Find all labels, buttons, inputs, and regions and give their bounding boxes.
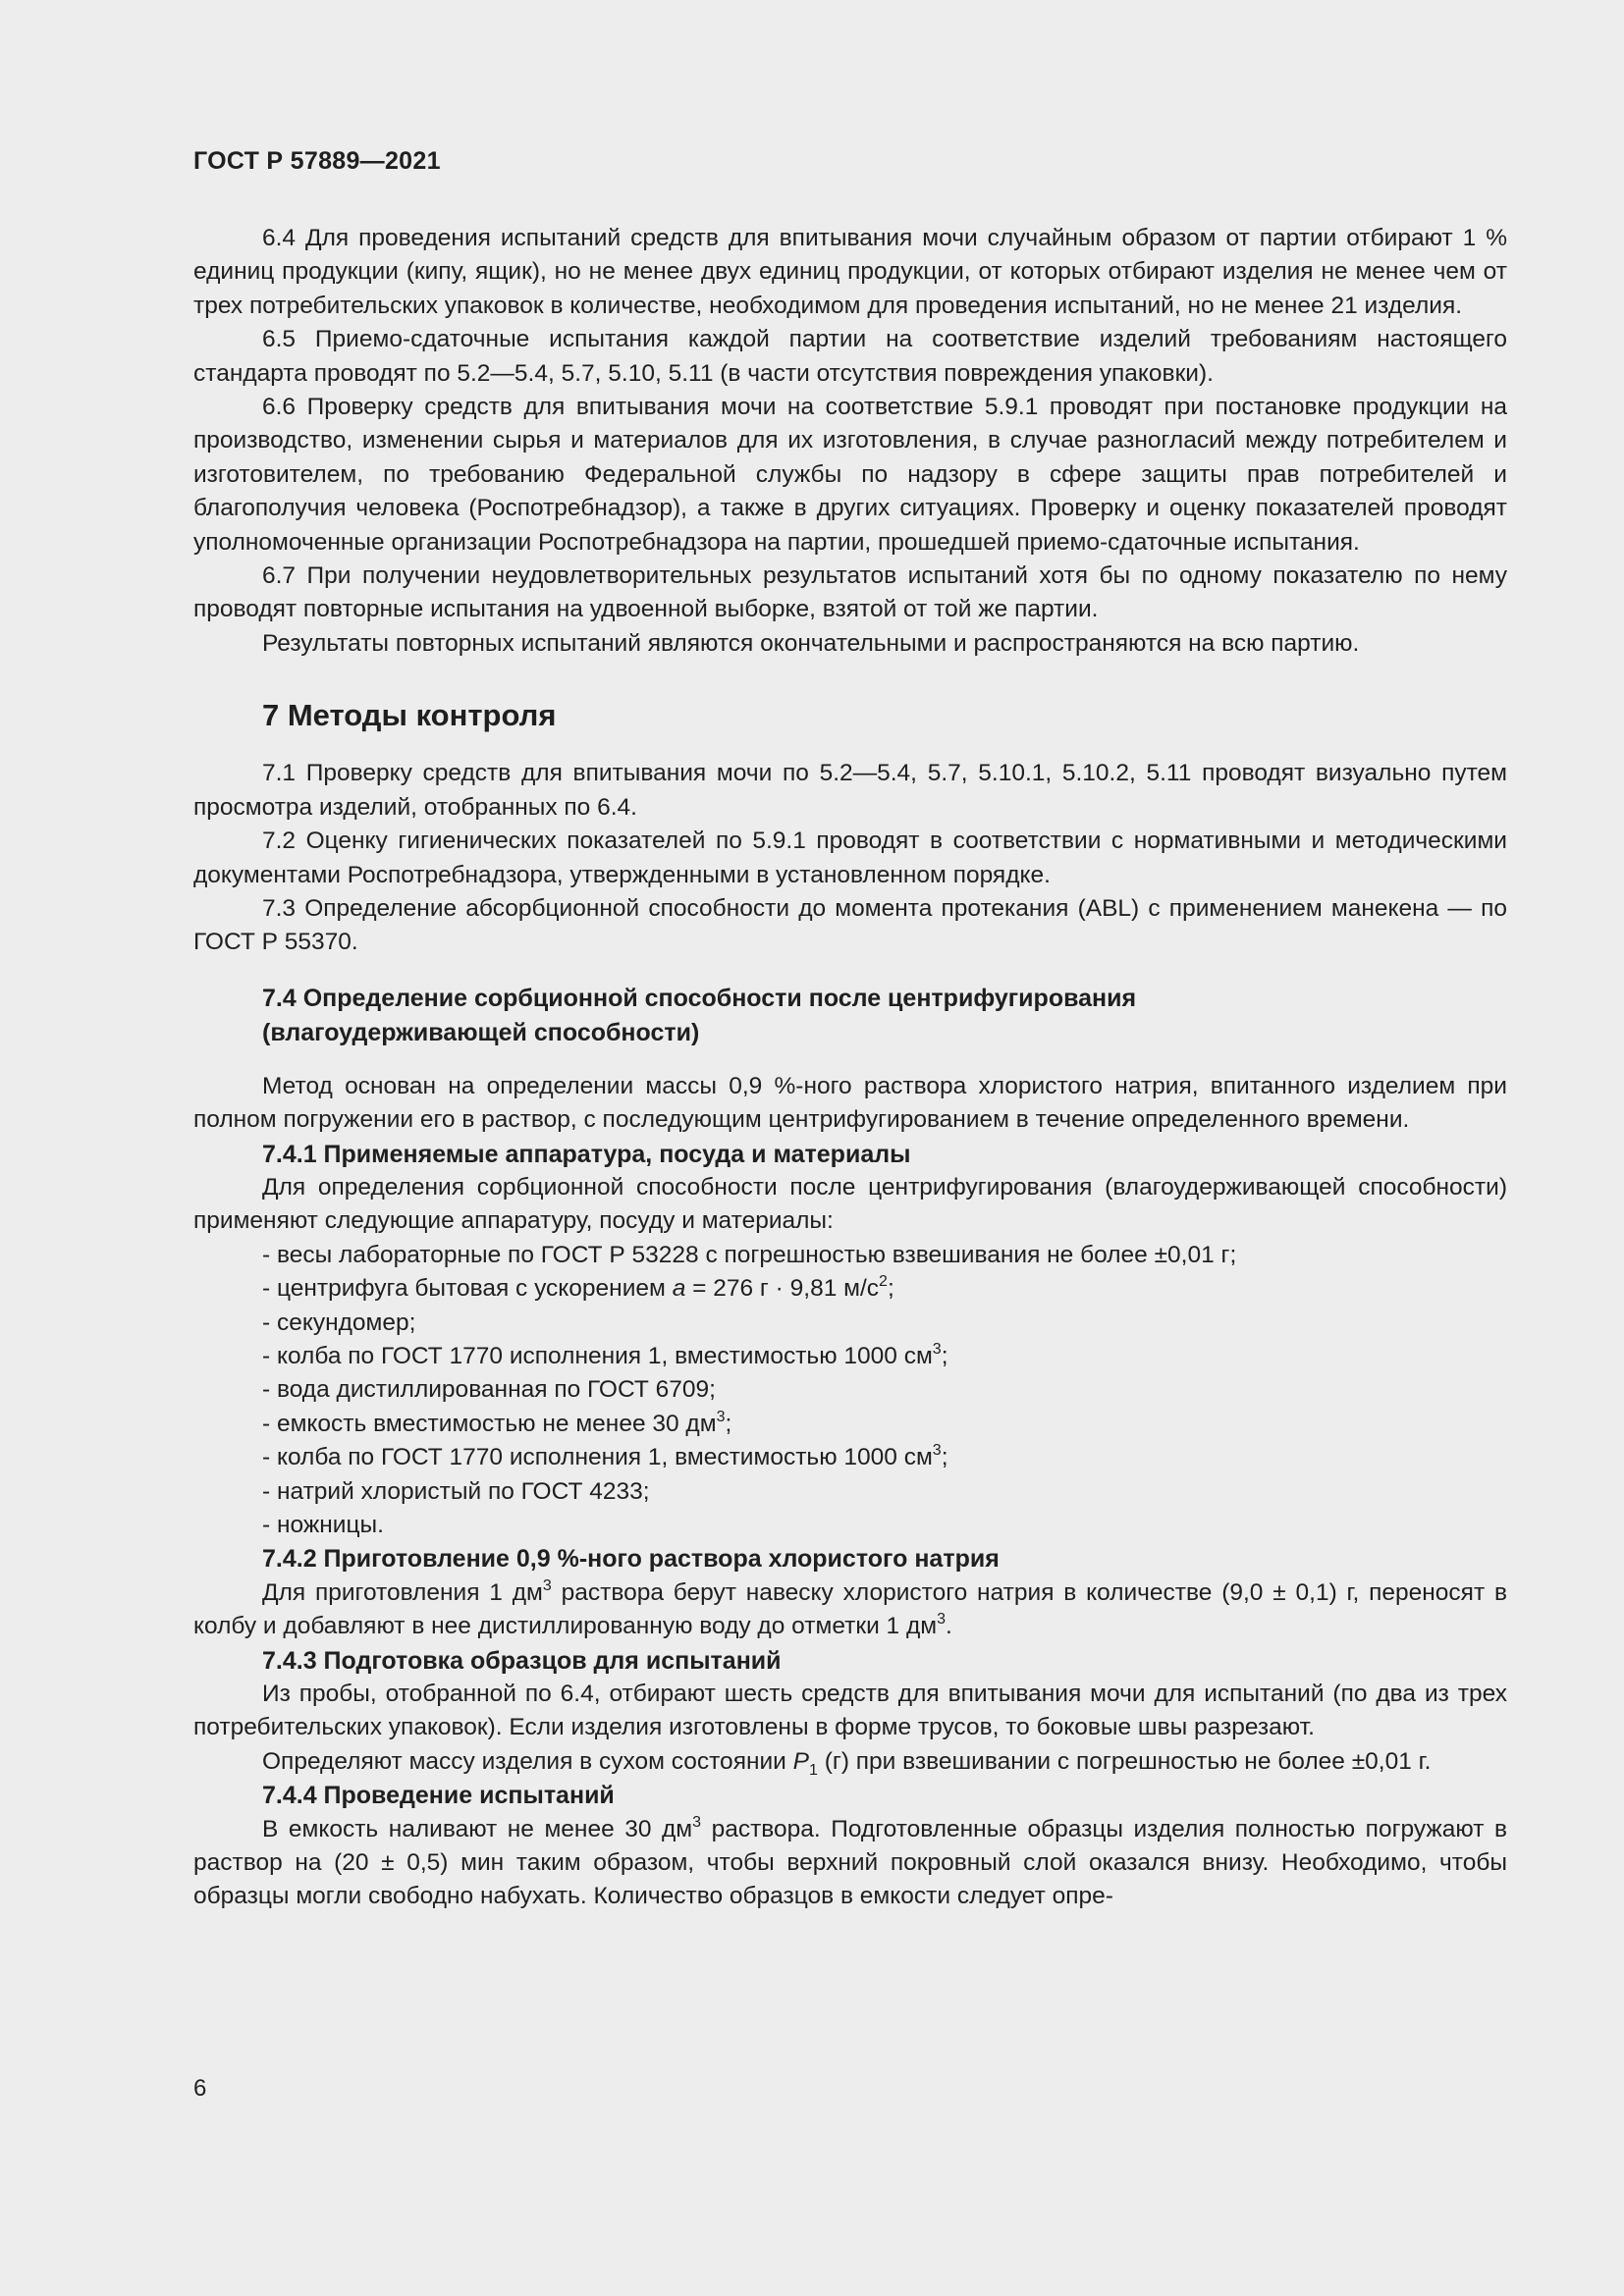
paragraph-text: (г) при взвешивании с погрешностью не более ±0,01 г. bbox=[817, 1747, 1432, 1775]
variable-p: P bbox=[792, 1747, 810, 1775]
list-item-text: - колба по ГОСТ 1770 исполнения 1, вместимостью 1000 см bbox=[262, 1444, 933, 1471]
subsection-7-4-1-heading: 7.4.1 Применяемые аппаратура, посуда и материалы bbox=[262, 1140, 911, 1168]
list-item bbox=[193, 1340, 1507, 1373]
subsection-7-4-3-heading: 7.4.3 Подготовка образцов для испытаний bbox=[262, 1646, 782, 1675]
list-item: - натрий хлористый по ГОСТ 4233; bbox=[262, 1477, 650, 1505]
superscript: 3 bbox=[937, 1611, 947, 1629]
variable-a: a bbox=[672, 1275, 686, 1303]
paragraph-text: Для приготовления 1 дм bbox=[262, 1578, 543, 1606]
paragraph-6-6: 6.6 Проверку средств для впитывания мочи на соответствие 5.9.1 проводят при постановке продукции на производство, изменении сырья и материалов для их изготовления, в случае разногласий между потребителем и изготовителем, по требованию Федеральной службы по надзору в сфере защиты прав потребителей и благополучия человека (Роспотребнадзор), а также в других ситуациях. Проверку и оценку показателей проводят уполномоченные организации Роспотребнадзора на партии, прошедшей приемо-сдаточные испытания. bbox=[193, 394, 1507, 556]
subscript: 1 bbox=[809, 1761, 818, 1779]
paragraph-text: раствора. Подготовленные образцы изделия полностью погружают в раствор на (20 ± 0,5) мин таким образом, чтобы верхний покровный слой оказался внизу. Необходимо, чтобы образцы могли свободно набухать. Количество образцов в емкости следует опре- bbox=[193, 1815, 1507, 1910]
paragraph-7-4-4 bbox=[193, 1813, 1507, 1914]
superscript: 2 bbox=[879, 1273, 888, 1291]
list-item-text: - емкость вместимостью не менее 30 дм bbox=[262, 1410, 717, 1437]
equipment-list bbox=[193, 1239, 1507, 1543]
subsection-7-4-heading-line2: (влагоудерживающей способности) bbox=[262, 1018, 700, 1046]
paragraph-6-7-result: Результаты повторных испытаний являются окончательными и распространяются на всю партию. bbox=[262, 629, 1360, 657]
list-item bbox=[193, 1441, 1507, 1474]
superscript: 3 bbox=[542, 1576, 552, 1594]
paragraph-6-7: 6.7 При получении неудовлетворительных результатов испытаний хотя бы по одному показателю по нему проводят повторные испытания на удвоенной выборке, взятой от той же партии. bbox=[193, 562, 1507, 623]
paragraph-7-3: 7.3 Определение абсорбционной способности до момента протекания (ABL) с применением манекена — по ГОСТ Р 55370. bbox=[193, 894, 1507, 956]
list-item: - ножницы. bbox=[262, 1512, 384, 1538]
page-number: 6 bbox=[193, 2075, 207, 2102]
list-item: - вода дистиллированная по ГОСТ 6709; bbox=[262, 1376, 716, 1404]
document-header: ГОСТ Р 57889—2021 bbox=[193, 147, 441, 175]
subsection-7-4-4-heading: 7.4.4 Проведение испытаний bbox=[262, 1782, 615, 1810]
list-item-text: ; bbox=[941, 1444, 948, 1471]
list-item-text: ; bbox=[725, 1410, 732, 1437]
paragraph-text: Определяют массу изделия в сухом состоянии bbox=[262, 1747, 793, 1775]
paragraph-7-4: Метод основан на определении массы 0,9 %-ного раствора хлористого натрия, впитанного изделием при полном погружении его в раствор, с последующим центрифугированием в течение определенного времени. bbox=[193, 1072, 1507, 1134]
list-item-text: ; bbox=[887, 1275, 894, 1303]
list-item-text: ; bbox=[941, 1342, 948, 1369]
subsection-7-4-heading-line1: 7.4 Определение сорбционной способности после центрифугирования bbox=[262, 984, 1137, 1012]
section-7-heading: 7 Методы контроля bbox=[262, 698, 557, 733]
paragraph-6-4: 6.4 Для проведения испытаний средств для впитывания мочи случайным образом от партии отбирают 1 % единиц продукции (кипу, ящик), но не менее двух единиц продукции, от которых отбирают изделия не менее чем от трех потребительских упаковок в количестве, необходимом для проведения испытаний, но не менее 21 изделия. bbox=[193, 225, 1507, 319]
list-item bbox=[193, 1272, 1507, 1306]
paragraph-text: В емкость наливают не менее 30 дм bbox=[262, 1815, 693, 1842]
paragraph-7-2: 7.2 Оценку гигиенических показателей по 5.9.1 проводят в соответствии с нормативными и методическими документами Роспотребнадзора, утвержденными в установленном порядке. bbox=[193, 828, 1507, 888]
document-body bbox=[193, 222, 1507, 1914]
paragraph-7-4-2 bbox=[193, 1576, 1507, 1644]
superscript: 3 bbox=[932, 1442, 942, 1460]
list-item: - секундомер; bbox=[262, 1308, 416, 1336]
list-item-text: - колба по ГОСТ 1770 исполнения 1, вместимостью 1000 см bbox=[262, 1342, 933, 1369]
paragraph-7-1: 7.1 Проверку средств для впитывания мочи по 5.2—5.4, 5.7, 5.10.1, 5.10.2, 5.11 проводят визуально путем просмотра изделий, отобранных по 6.4. bbox=[193, 760, 1507, 821]
subsection-7-4-2-heading: 7.4.2 Приготовление 0,9 %-ного раствора хлористого натрия bbox=[262, 1545, 1000, 1574]
paragraph-text: раствора берут навеску хлористого натрия в количестве (9,0 ± 0,1) г, переносят в колбу и добавляют в нее дистиллированную воду до отметки 1 дм bbox=[193, 1578, 1507, 1640]
paragraph-text: . bbox=[946, 1613, 952, 1640]
paragraph-6-5: 6.5 Приемо-сдаточные испытания каждой партии на соответствие изделий требованиям настоящего стандарта проводят по 5.2—5.4, 5.7, 5.10, 5.11 (в части отсутствия повреждения упаковки). bbox=[193, 326, 1507, 387]
superscript: 3 bbox=[716, 1408, 726, 1425]
paragraph-7-4-3-mass bbox=[193, 1745, 1507, 1779]
list-item bbox=[193, 1408, 1507, 1441]
list-item: - весы лабораторные по ГОСТ Р 53228 с погрешностью взвешивания не более ±0,01 г; bbox=[262, 1241, 1237, 1268]
paragraph-7-4-1: Для определения сорбционной способности после центрифугирования (влагоудерживающей способности) применяют следующие аппаратуру, посуду и материалы: bbox=[193, 1173, 1507, 1235]
superscript: 3 bbox=[932, 1340, 942, 1358]
subsection-7-4-heading bbox=[262, 982, 1507, 1050]
paragraph-7-4-3: Из пробы, отобранной по 6.4, отбирают шесть средств для впитывания мочи для испытаний (по два из трех потребительских упаковок). Если изделия изготовлены в форме трусов, то боковые швы разрезают. bbox=[193, 1681, 1507, 1741]
list-item-text: - центрифуга бытовая с ускорением bbox=[262, 1275, 673, 1303]
list-item-text: = 276 г · 9,81 м/с bbox=[685, 1275, 880, 1303]
superscript: 3 bbox=[692, 1813, 702, 1831]
